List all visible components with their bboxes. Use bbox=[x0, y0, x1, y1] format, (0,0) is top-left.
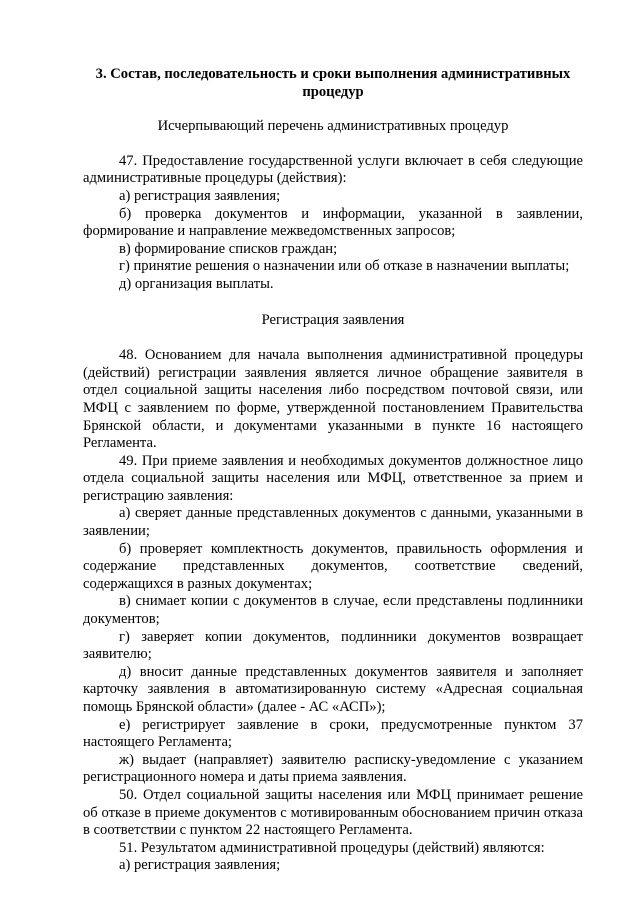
paragraph-49-item-v: в) снимает копии с документов в случае, если представлены подлинники документов; bbox=[83, 593, 583, 628]
paragraph-51-item-a: а) регистрация заявления; bbox=[119, 857, 281, 874]
subheading-procedures-list: Исчерпывающий перечень административных процедур bbox=[157, 118, 509, 135]
paragraph-47-intro: 47. Предоставление государственной услуги включает в себя следующие административные процедуры (действия): bbox=[83, 152, 583, 187]
paragraph-49-intro: 49. При приеме заявления и необходимых документов должностное лицо отдела социальной защиты населения или МФЦ, ответственное за прием и регистрацию заявления: bbox=[83, 452, 583, 504]
paragraph-49-item-zh: ж) выдает (направляет) заявителю расписку-уведомление с указанием регистрационного номера и даты приема заявления. bbox=[83, 751, 583, 786]
paragraph-48-to-51 bbox=[83, 347, 583, 875]
paragraph-48: 48. Основанием для начала выполнения административной процедуры (действий) регистрации заявления является личное обращение заявителя в отдел социальной защиты населения либо посредством почтовой связи, или МФЦ с заявлением по форме, утвержденной постановлением Правительства Брянской области, и документами указанными в пункте 16 настоящего Регламента. bbox=[83, 347, 583, 452]
paragraph-47-item-g: г) принятие решения о назначении или об отказе в назначении выплаты; bbox=[119, 258, 570, 275]
paragraph-50: 50. Отдел социальной защиты населения или МФЦ принимает решение об отказе в приеме документов с мотивированным обоснованием причин отказа в соответствии с пунктом 22 настоящего Регламента. bbox=[83, 786, 583, 839]
document-page bbox=[83, 66, 583, 875]
subheading-registration: Регистрация заявления bbox=[261, 311, 405, 328]
paragraph-47-item-v: в) формирование списков граждан; bbox=[119, 240, 338, 257]
paragraph-47-item-d: д) организация выплаты. bbox=[119, 275, 274, 292]
paragraph-49-item-e: е) регистрирует заявление в сроки, предусмотренные пунктом 37 настоящего Регламента; bbox=[83, 716, 583, 751]
paragraph-49-item-a: а) сверяет данные представленных документов с данными, указанными в заявлении; bbox=[83, 505, 583, 540]
section-title: 3. Состав, последовательность и сроки выполнения административных процедур bbox=[95, 66, 571, 100]
paragraph-49-item-g: г) заверяет копии документов, подлинники документов возвращает заявителю; bbox=[83, 628, 583, 663]
paragraph-47-item-b: б) проверка документов и информации, указанной в заявлении, формирование и направление межведомственных запросов; bbox=[83, 205, 583, 240]
paragraph-49-item-b: б) проверяет комплектность документов, правильность оформления и содержание представленных документов, соответствие сведений, содержащихся в разных документах; bbox=[83, 540, 583, 592]
paragraph-51-intro: 51. Результатом административной процедуры (действий) являются: bbox=[119, 839, 545, 856]
paragraph-47 bbox=[83, 153, 583, 294]
paragraph-49-item-d: д) вносит данные представленных документов заявителя и заполняет карточку заявления в автоматизированную систему «Адресная социальная помощь Брянской области» (далее - АС «АСП»); bbox=[83, 663, 583, 715]
paragraph-47-item-a: а) регистрация заявления; bbox=[119, 187, 281, 204]
